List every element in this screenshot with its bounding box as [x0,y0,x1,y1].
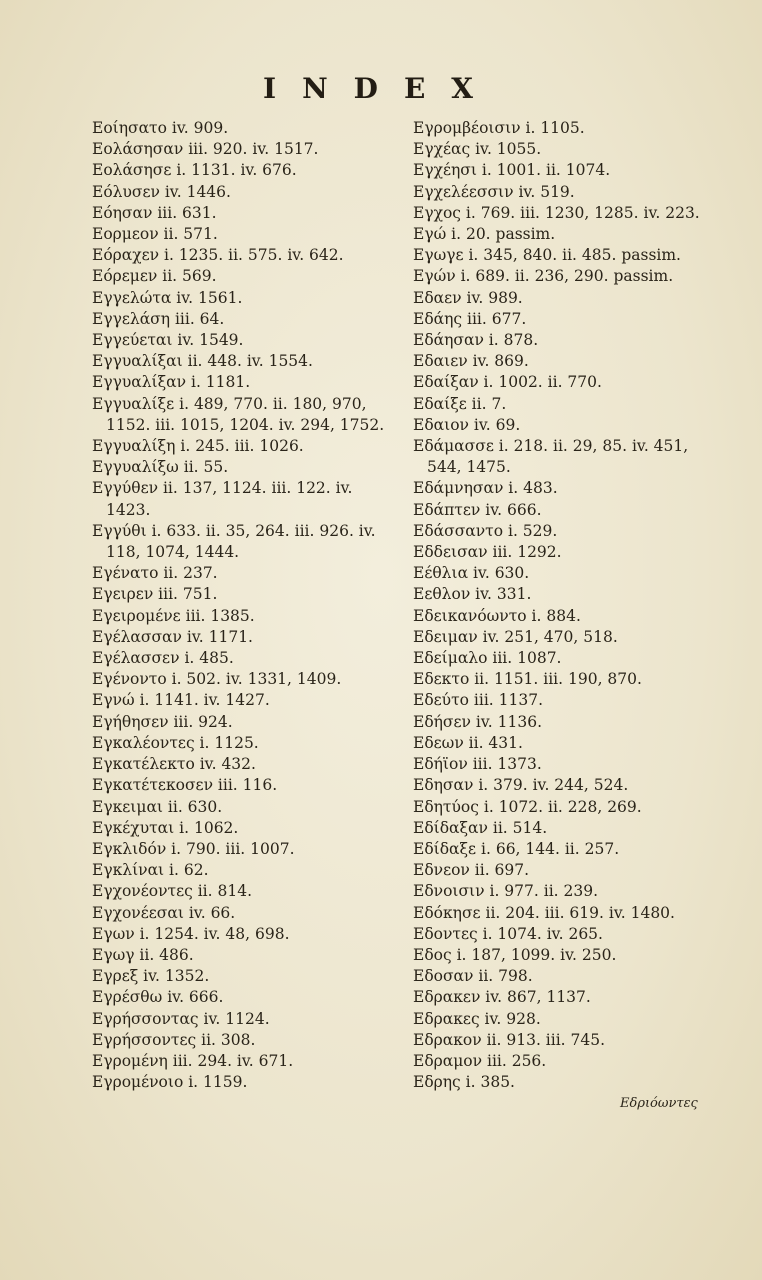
index-entry: Εδητύος i. 1072. ii. 228, 269. [413,797,642,816]
index-entry: Εδάσσαντο i. 529. [413,521,558,540]
index-entry: Εγχέας iv. 1055. [413,140,542,159]
index-entry: Εγρήσσοντας iv. 1124. [92,1009,270,1028]
index-entry: Εδήϊον iii. 1373. [413,755,542,774]
index-entry: Εεθλον iv. 331. [413,585,532,604]
index-column-left [92,118,392,1093]
index-entry: Εγκλιδόν i. 790. iii. 1007. [92,839,295,858]
index-entry: Εδάμνησαν i. 483. [413,479,558,498]
index-entry: Εδρης i. 385. [413,1073,515,1092]
index-entry: Εγών i. 689. ii. 236, 290. passim. [413,267,674,286]
index-entry: Εγχονέοντες ii. 814. [92,882,253,901]
index-entry: Εδρακες iv. 928. [413,1009,541,1028]
index-entry: Εδαίξε ii. 7. [413,394,507,413]
index-entry: Εδδεισαν iii. 1292. [413,543,562,562]
index-entry: Εγρέσθω iv. 666. [92,988,224,1007]
index-entry: Εγειρεν iii. 751. [92,585,218,604]
index-entry: Εγκλίναι i. 62. [92,861,209,880]
index-entry: Εδάης iii. 677. [413,309,527,328]
index-entry: Εολάσησε i. 1131. iv. 676. [92,161,297,180]
index-entry: Εδάπτεν iv. 666. [413,500,542,519]
index-entry: Εγώ i. 20. passim. [413,225,556,244]
index-entry: Εολάσησαν iii. 920. iv. 1517. [92,140,319,159]
index-entry: Εδρακον ii. 913. iii. 745. [413,1030,606,1049]
index-entry: Εδεικανόωντο i. 884. [413,606,581,625]
index-entry: Εδαίξαν i. 1002. ii. 770. [413,373,602,392]
index-entry: Εδόκησε ii. 204. iii. 619. iv. 1480. [413,903,675,922]
index-entry: Εδησαν i. 379. iv. 244, 524. [413,776,629,795]
index-entry: Εγκατέτεκοσεν iii. 116. [92,776,278,795]
index-entry: Εγρεξ iv. 1352. [92,967,210,986]
index-entry: Εγωγ ii. 486. [92,945,194,964]
index-entry: Εγρομβέοισιν i. 1105. [413,119,585,137]
index-entry: Εδάμασσε i. 218. ii. 29, 85. iv. 451, 544, 1475. [413,437,689,477]
index-entry: Εόραχεν i. 1235. ii. 575. iv. 642. [92,246,344,265]
index-entry: Εγχονέεσαι iv. 66. [92,903,236,922]
index-entry: Εδαεν iv. 989. [413,288,523,307]
index-entry: Εέθλια iv. 630. [413,564,530,583]
index-entry: Εδίδαξαν ii. 514. [413,818,548,837]
index-entry: Εγένατο ii. 237. [92,564,218,583]
index-entry: Εγκατέλεκτο iv. 432. [92,755,256,774]
index-entry: Εδεων ii. 431. [413,733,523,752]
index-entry: Εγγελώτα iv. 1561. [92,288,243,307]
index-entry: Εόλυσεν iv. 1446. [92,182,231,201]
index-entry: Εδραμον iii. 256. [413,1051,547,1070]
index-entry: Εδρακεν iv. 867, 1137. [413,988,591,1007]
index-entry: Εγγυαλίξε i. 489, 770. ii. 180, 970, 1152. iii. 1015, 1204. iv. 294, 1752. [92,394,385,434]
index-entry: Εδήσεν iv. 1136. [413,712,542,731]
index-entry: Εδοντες i. 1074. iv. 265. [413,924,603,943]
index-entry: Εγρήσσοντες ii. 308. [92,1030,256,1049]
index-entry: Εοίησατο iv. 909. [92,119,229,137]
index-entry: Εδάησαν i. 878. [413,331,539,350]
index-column-right [413,118,713,1093]
index-entry: Εγγεύεται iv. 1549. [92,331,244,350]
index-entry: Εγρομένοιο i. 1159. [92,1073,248,1092]
index-entry: Εγνώ i. 1141. iv. 1427. [92,691,270,710]
index-entry: Εγκειμαι ii. 630. [92,797,223,816]
index-entry: Εγγυαλίξαν i. 1181. [92,373,251,392]
catchword: Εδριόωντες [620,1096,698,1111]
index-entry: Εγγυαλίξη i. 245. iii. 1026. [92,437,304,456]
index-entry: Εδος i. 187, 1099. iv. 250. [413,945,617,964]
index-entry: Εδείμαλο iii. 1087. [413,649,562,668]
index-entry: Εδεκτο ii. 1151. iii. 190, 870. [413,670,642,689]
index-entry: Εόρεμεν ii. 569. [92,267,217,286]
index-entry: Εγωγε i. 345, 840. ii. 485. passim. [413,246,681,265]
index-entry: Εγένοντο i. 502. iv. 1331, 1409. [92,670,342,689]
index-entry: Εορμεον ii. 571. [92,225,218,244]
index-entry: Εγέλασσαν iv. 1171. [92,627,253,646]
index-entry: Εγχος i. 769. iii. 1230, 1285. iv. 223. [413,203,700,222]
index-entry: Εγγυαλίξαι ii. 448. iv. 1554. [92,352,313,371]
index-entry: Εγγελάση iii. 64. [92,309,225,328]
index-entry: Εδαιεν iv. 869. [413,352,529,371]
index-entry: Εγγύθι i. 633. ii. 35, 264. iii. 926. iv. 118, 1074, 1444. [92,521,376,562]
index-entry: Εγέλασσεν i. 485. [92,649,234,668]
index-entry: Εγειρομένε iii. 1385. [92,606,255,625]
index-entry: Εγγυαλίξω ii. 55. [92,458,229,477]
index-entry: Εδειμαν iv. 251, 470, 518. [413,627,618,646]
index-entry: Εγήθησεν iii. 924. [92,712,233,731]
index-entry: Εγγύθεν ii. 137, 1124. iii. 122. iv. 1423. [92,479,353,519]
index-entry: Εόησαν iii. 631. [92,203,217,222]
index-entry: Εγρομένη iii. 294. iv. 671. [92,1051,294,1070]
page-title: INDEX [262,72,500,105]
index-entry: Εγχελέεσσιν iv. 519. [413,182,575,201]
index-entry: Εδνοισιν i. 977. ii. 239. [413,882,599,901]
index-entry: Εδαιον iv. 69. [413,415,521,434]
index-entry: Εγων i. 1254. iv. 48, 698. [92,924,290,943]
index-entry: Εδοσαν ii. 798. [413,967,533,986]
index-entry: Εγκέχυται i. 1062. [92,818,239,837]
index-entry: Εδνεον ii. 697. [413,861,530,880]
index-entry: Εγχέησι i. 1001. ii. 1074. [413,161,611,180]
index-entry: Εδεύτο iii. 1137. [413,691,544,710]
index-entry: Εγκαλέοντες i. 1125. [92,733,259,752]
index-entry: Εδίδαξε i. 66, 144. ii. 257. [413,839,620,858]
